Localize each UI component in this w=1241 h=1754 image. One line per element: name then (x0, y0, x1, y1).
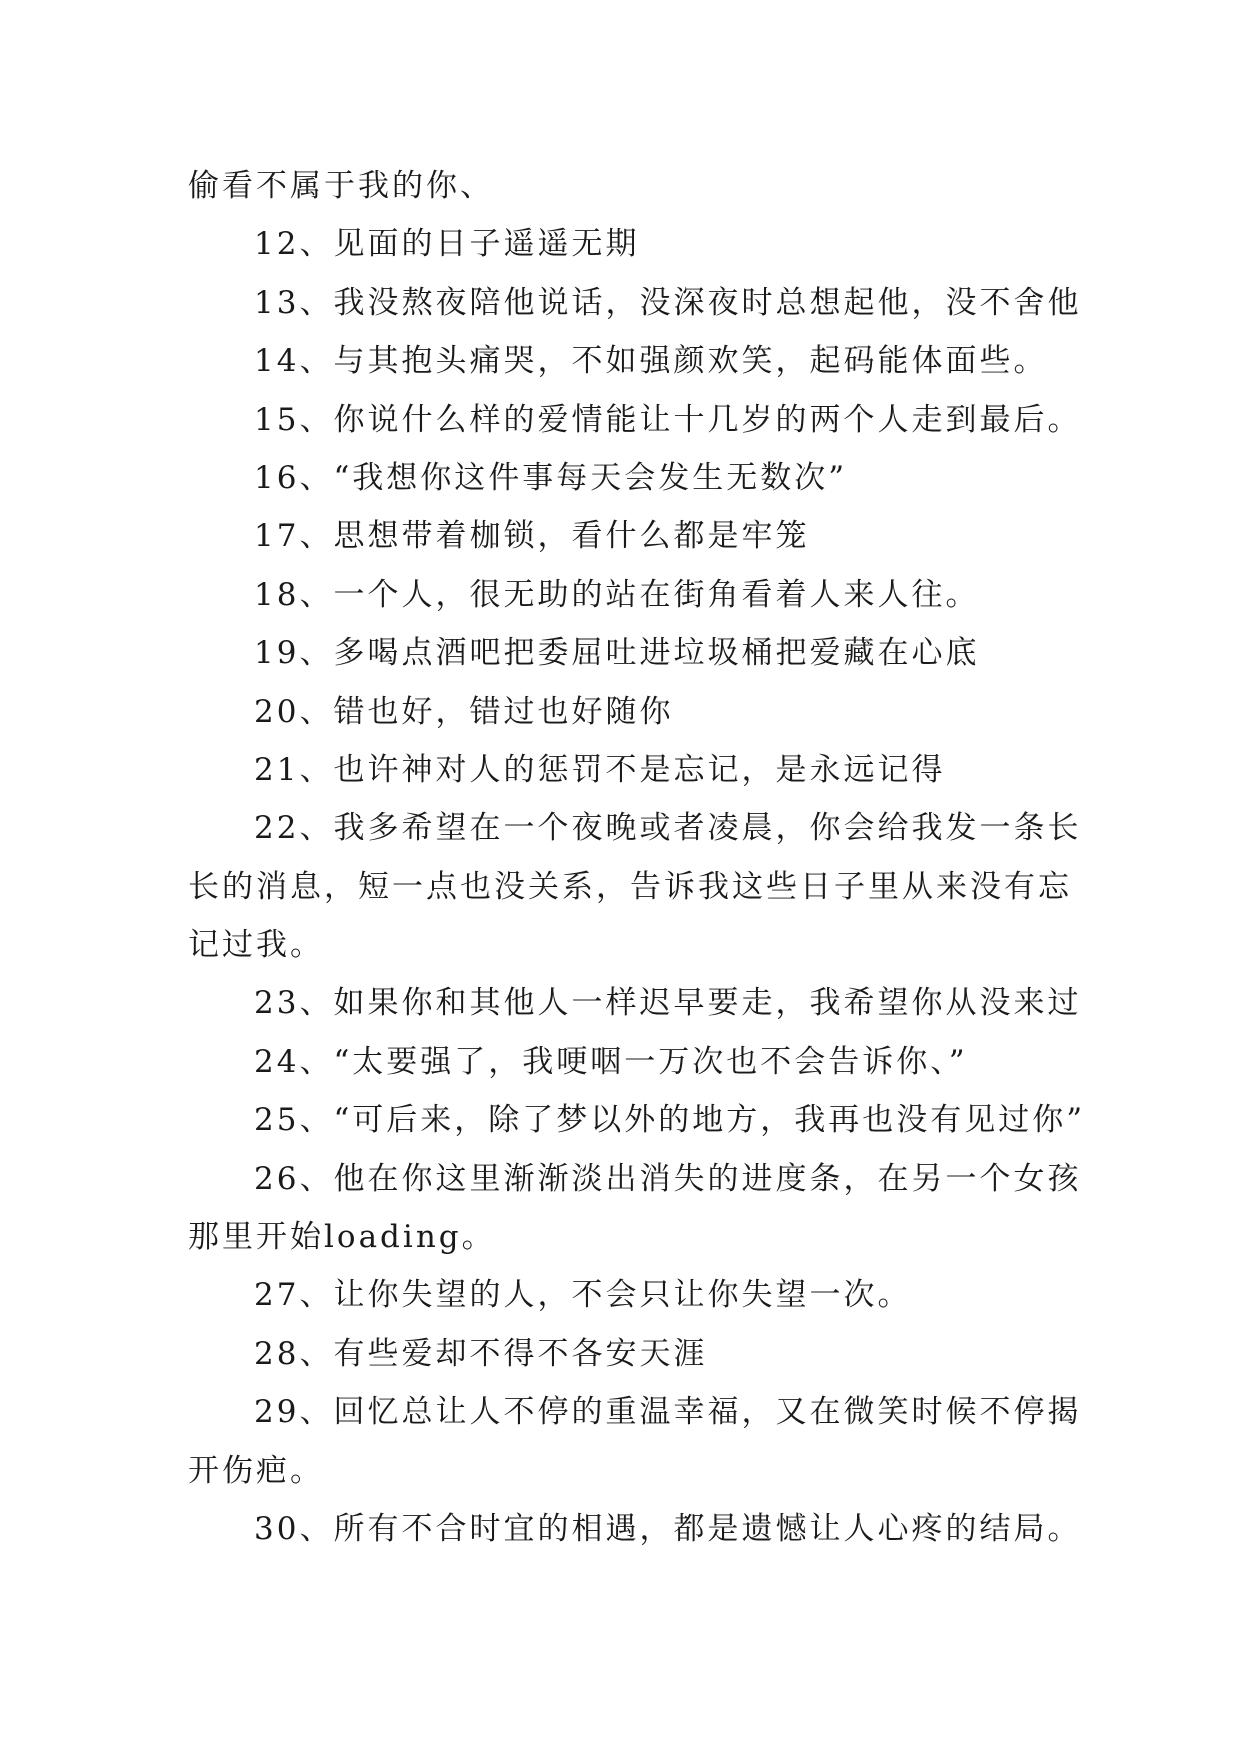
text-line: 18、一个人，很无助的站在街角看着人来人往。 (254, 576, 980, 613)
text-line: 记过我。 (188, 927, 324, 964)
text-line: 20、错也好，错过也好随你 (254, 693, 674, 730)
text-line: 28、有些爱却不得不各安天涯 (254, 1335, 708, 1372)
text-line: 27、让你失望的人，不会只让你失望一次。 (254, 1277, 912, 1314)
text-line: 22、我多希望在一个夜晚或者凌晨，你会给我发一条长 (254, 810, 1082, 847)
text-line: 25、“可后来，除了梦以外的地方，我再也没有见过你” (254, 1102, 1086, 1139)
text-line: 偷看不属于我的你、 (188, 168, 494, 204)
text-line: 21、也许神对人的惩罚不是忘记，是永远记得 (254, 751, 946, 788)
text-line: 15、你说什么样的爱情能让十几岁的两个人走到最后。 (254, 401, 1082, 438)
text-line: 24、“太要强了，我哽咽一万次也不会告诉你、” (254, 1043, 968, 1080)
text-line: 16、“我想你这件事每天会发生无数次” (254, 459, 848, 496)
text-line: 长的消息，短一点也没关系，告诉我这些日子里从来没有忘 (188, 868, 1072, 905)
text-line: 26、他在你这里渐渐淡出消失的进度条，在另一个女孩 (254, 1160, 1082, 1197)
text-line: 19、多喝点酒吧把委屈吐进垃圾桶把爱藏在心底 (254, 635, 980, 672)
text-line: 29、回忆总让人不停的重温幸福，又在微笑时候不停揭 (254, 1394, 1082, 1431)
text-line: 30、所有不合时宜的相遇，都是遗憾让人心疼的结局。 (254, 1510, 1082, 1547)
text-line: 13、我没熬夜陪他说话，没深夜时总想起他，没不舍他 (254, 284, 1082, 321)
text-line: 23、如果你和其他人一样迟早要走，我希望你从没来过 (254, 985, 1082, 1022)
text-line: 14、与其抱头痛哭，不如强颜欢笑，起码能体面些。 (254, 343, 1048, 380)
text-line: 12、见面的日子遥遥无期 (254, 226, 640, 263)
document-body (188, 157, 1086, 1558)
text-line: 17、思想带着枷锁，看什么都是牢笼 (254, 518, 810, 555)
text-line: 开伤疤。 (188, 1452, 324, 1489)
text-line: 那里开始loading。 (188, 1219, 496, 1256)
